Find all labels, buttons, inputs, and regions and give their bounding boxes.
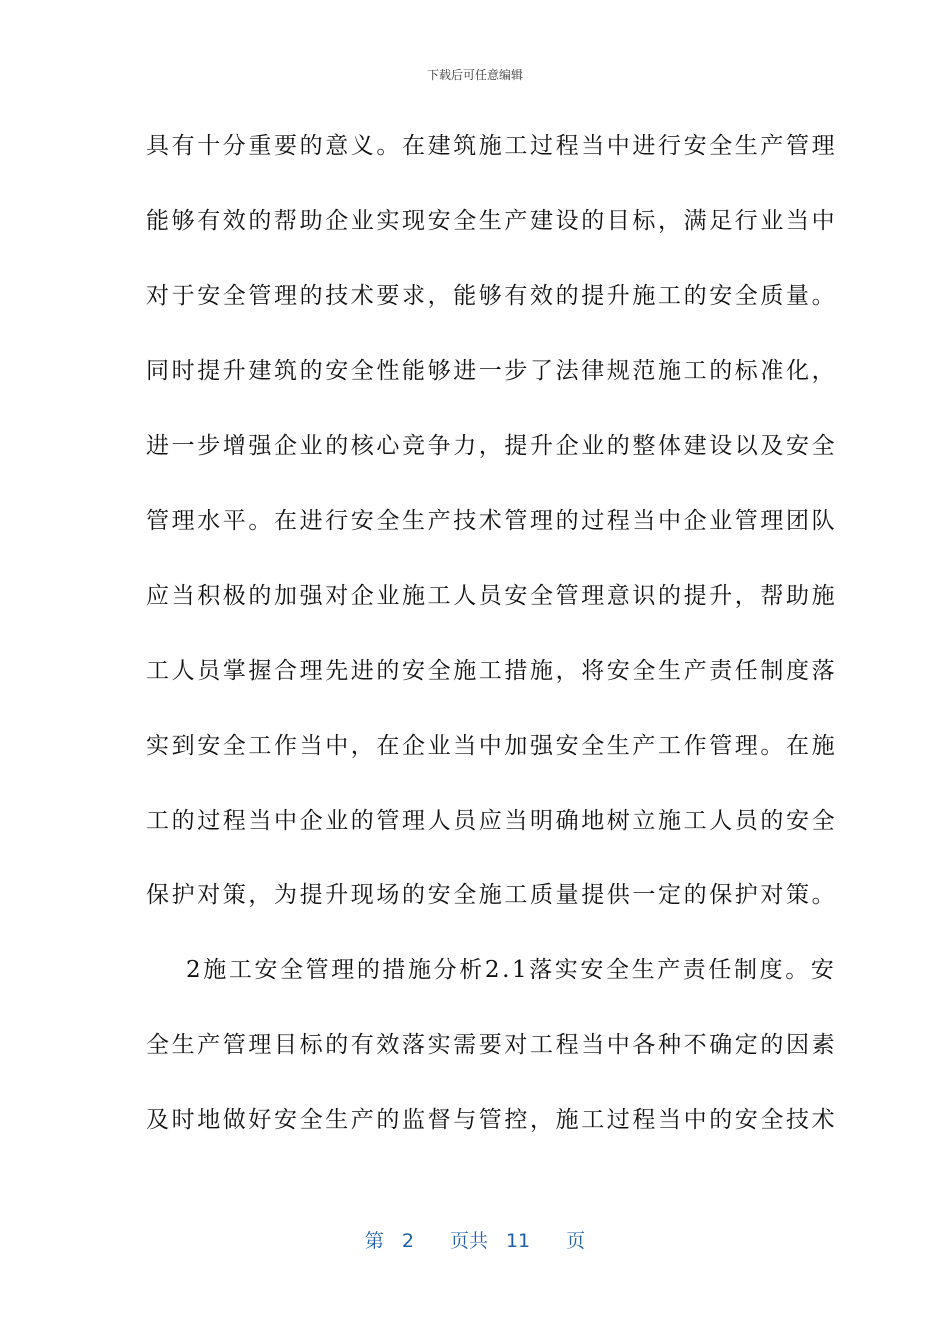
body-line-6: 管理水平。在进行安全生产技术管理的过程当中企业管理团队 <box>146 508 838 534</box>
body-line-2: 能够有效的帮助企业实现安全生产建设的目标，满足行业当中 <box>146 208 838 234</box>
body-line-7: 应当积极的加强对企业施工人员安全管理意识的提升，帮助施 <box>146 583 838 609</box>
footer-total-pages: 11 <box>505 1230 531 1252</box>
footer-middle: 页共 <box>449 1230 488 1252</box>
body-line-5: 进一步增强企业的核心竞争力，提升企业的整体建设以及安全 <box>146 433 838 459</box>
body-line-11: 保护对策，为提升现场的安全施工质量提供一定的保护对策。 <box>146 882 838 908</box>
header-note: 下载后可任意编辑 <box>426 68 523 82</box>
body-line-3: 对于安全管理的技术要求，能够有效的提升施工的安全质量。 <box>146 283 838 309</box>
page-footer <box>0 1226 950 1253</box>
body-line-9: 实到安全工作当中，在企业当中加强安全生产工作管理。在施 <box>146 733 838 759</box>
footer-prefix: 第 <box>364 1230 384 1252</box>
body-line-14: 及时地做好安全生产的监督与管控，施工过程当中的安全技术 <box>146 1107 838 1133</box>
section-heading-line: 2施工安全管理的措施分析2.1落实安全生产责任制度。安 <box>186 957 837 983</box>
footer-suffix: 页 <box>566 1230 586 1252</box>
body-line-8: 工人员掌握合理先进的安全施工措施，将安全生产责任制度落 <box>146 658 838 684</box>
body-line-10: 工的过程当中企业的管理人员应当明确地树立施工人员的安全 <box>146 808 838 834</box>
body-line-1: 具有十分重要的意义。在建筑施工过程当中进行安全生产管理 <box>146 133 838 159</box>
body-line-4: 同时提升建筑的安全性能够进一步了法律规范施工的标准化， <box>146 358 838 384</box>
body-line-13: 全生产管理目标的有效落实需要对工程当中各种不确定的因素 <box>146 1032 838 1058</box>
footer-current-page: 2 <box>401 1230 414 1252</box>
